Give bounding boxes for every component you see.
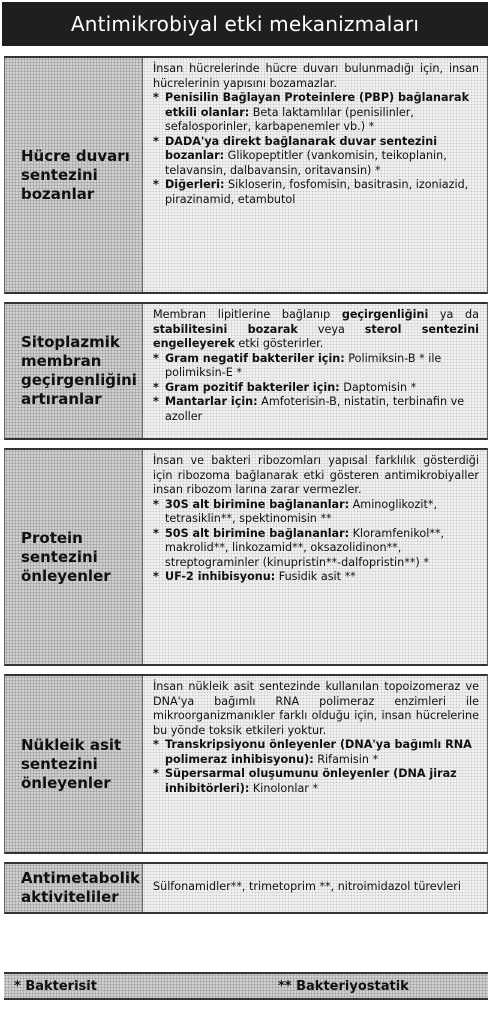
bullet-mark: * [153,738,159,751]
list-item [153,178,479,207]
item-heading: DADA'ya direkt bağlanarak duvar sentezini bozanlar: [165,134,438,162]
item-heading: UF-2 inhibisyonu: [165,570,276,583]
item-text: Rifamisin * [313,752,379,766]
bullet-mark: * [153,134,159,148]
item-text: Daptomisin * [339,380,417,394]
category-cell: Protein sentezini önleyenler [5,450,143,664]
item-text: Beta laktamlılar (penisilinler, sefalosporinler, karbapenemler vb.) * [165,105,414,133]
bacteriostatic-legend: ** Bakteriyostatik [278,978,409,994]
item-text: Polimiksin-B * ile polimiksin-E * [165,351,442,379]
intro-text: Sülfonamidler**, trimetoprim **, nitroimidazol türevleri [153,880,461,894]
intro-text: İnsan hücrelerinde hücre duvarı bulunmadığı için, insan hücrelerinin yapısını bozamazlar. [153,62,479,90]
category-cell: Nükleik asit sentezini önleyenler [5,676,143,852]
list-item [153,381,479,396]
item-text: Kloramfenikol**, makrolid**, linkozamid**, oksazolidinon**, streptograminler (kinupristin**-dalfopristin**) * [165,526,445,569]
item-heading: 30S alt birimine bağlananlar: [165,497,350,511]
list-item [153,527,479,571]
list-item [153,570,479,585]
list-item [153,395,479,424]
item-heading: Mantarlar için: [165,395,258,408]
item-heading: Gram negatif bakteriler için: [165,351,345,365]
bullet-mark: * [153,526,159,540]
table-row [4,58,488,294]
category-cell: Hücre duvarı sentezini bozanlar [5,58,143,292]
table-row [4,448,488,666]
description-cell [143,864,487,912]
list-item [153,91,479,135]
description-cell [143,58,487,292]
list-item [153,352,479,381]
bullet-mark: * [153,351,159,365]
item-heading: Penisilin Bağlayan Proteinlere (PBP) bağlanarak etkili olanlar: [165,91,470,119]
table-row [4,862,488,914]
item-heading: Gram pozitif bakteriler için: [165,380,340,394]
item-text: Aminoglikozit*, tetrasiklin**, spektinomisin ** [165,497,438,525]
category-cell: Antimetabolik aktiviteliler [5,864,143,912]
table-row [4,302,488,440]
bullet-mark: * [153,570,159,583]
list-item [153,135,479,179]
list-item [153,498,479,527]
item-heading: Diğerleri: [165,178,225,191]
item-text: Glikopeptitler (vankomisin, teikoplanin, telavansin, dalbavansin, oritavansin) * [165,149,447,177]
category-cell: Sitoplazmik membran geçirgenliğini artıranlar [5,304,143,438]
description-cell [143,304,487,438]
intro-text: İnsan ve bakteri ribozomları yapısal farklılık gösterdiği için ribozoma bağlanarak etki gösteren antimikrobiyaller insan ribozom larına zarar vermezler. [153,454,479,496]
item-text: Kinolonlar * [249,781,319,795]
intro-text: Membran lipitlerine bağlanıp geçirgenliğini ya da stabilitesini bozarak veya sterol sentezini engelleyerek etki gösterirler. [153,308,480,350]
page-title: Antimikrobiyal etki mekanizmaları [2,2,488,46]
list-item [153,738,479,767]
intro-text: İnsan nükleik asit sentezinde kullanılan topoizomeraz ve DNA'ya bağımlı RNA polimeraz enzimleri ile mikroorganizmanıkler farklı olduğu için, insan hücrelerine bu yönde toksik etkileri yoktur. [153,680,479,737]
item-text: Fusidik asit ** [275,570,356,583]
bactericidal-legend: * Bakterisit [14,978,97,994]
bullet-mark: * [153,91,159,104]
item-heading: 50S alt birimine bağlananlar: [165,526,350,540]
bullet-mark: * [153,178,159,191]
bullet-mark: * [153,767,159,780]
description-cell [143,450,487,664]
item-heading: Transkripsiyonu önleyenler (DNA'ya bağımlı RNA polimeraz inhibisyonu): [165,738,472,766]
legend-footer [4,972,488,1000]
item-heading: Süpersarmal oluşumunu önleyenler (DNA jiraz inhibitörleri): [165,767,457,795]
bullet-mark: * [153,395,159,408]
bullet-mark: * [153,380,159,394]
mechanism-table [4,56,488,914]
list-item [153,767,479,796]
bullet-mark: * [153,497,159,511]
item-text: Sikloserin, fosfomisin, basitrasin, izoniazid, pirazinamid, etambutol [165,178,469,206]
table-row [4,674,488,854]
item-text: Amfoterisin-B, nistatin, terbinafin ve azoller [165,395,465,423]
description-cell [143,676,487,852]
